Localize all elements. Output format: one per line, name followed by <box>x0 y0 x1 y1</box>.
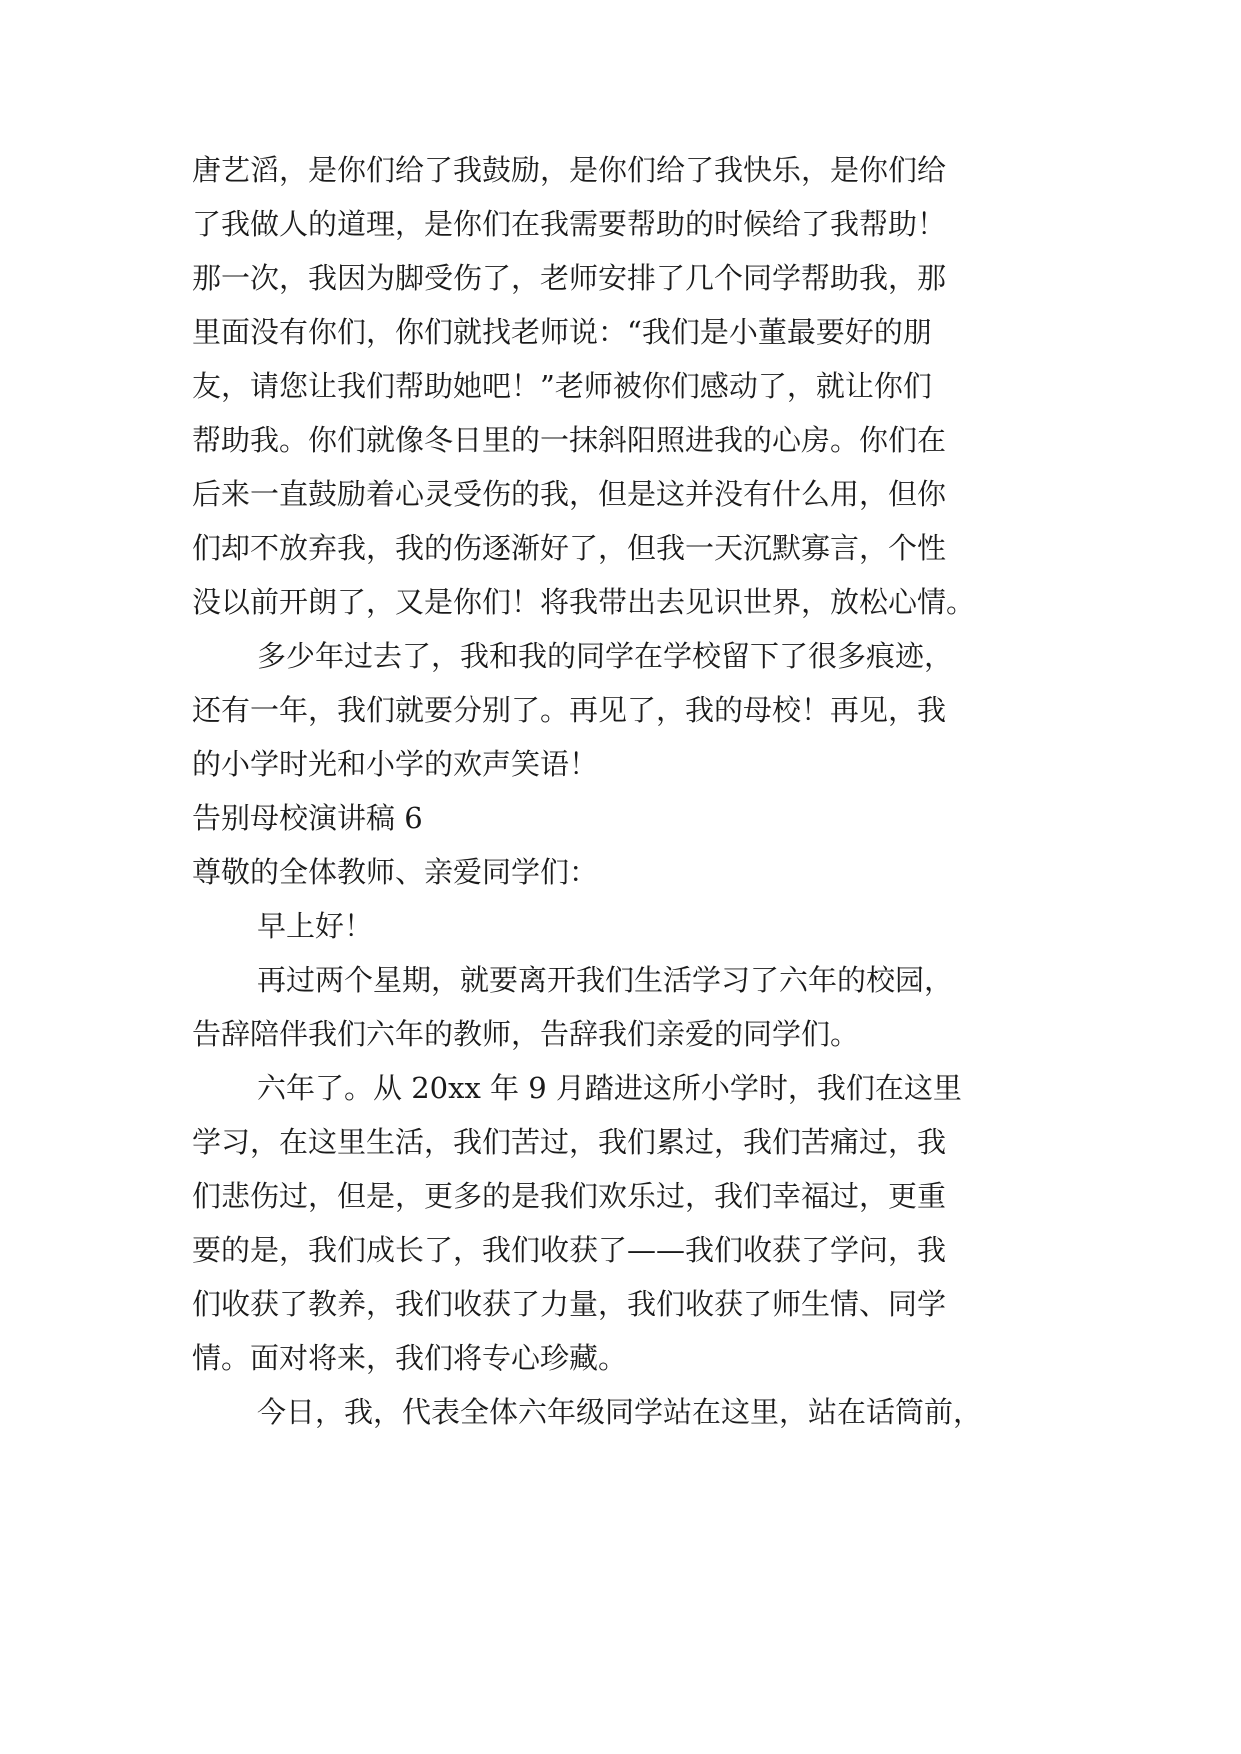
text-line: 告辞陪伴我们六年的教师，告辞我们亲爱的同学们。 <box>192 1017 860 1051</box>
text-line: 帮助我。你们就像冬日里的一抹斜阳照进我的心房。你们在 <box>192 423 947 457</box>
paragraph-start: 今日，我，代表全体六年级同学站在这里，站在话筒前， <box>257 1395 983 1429</box>
paragraph-start: 再过两个星期，就要离开我们生活学习了六年的校园， <box>257 963 954 997</box>
text-line: 没以前开朗了，又是你们！将我带出去见识世界，放松心情。 <box>192 585 976 619</box>
text-line: 还有一年，我们就要分别了。再见了，我的母校！再见，我 <box>192 693 947 727</box>
text-line: 们收获了教养，我们收获了力量，我们收获了师生情、同学 <box>192 1287 947 1321</box>
text-line: 情。面对将来，我们将专心珍藏。 <box>192 1341 628 1375</box>
text-line: 后来一直鼓励着心灵受伤的我，但是这并没有什么用，但你 <box>192 477 947 511</box>
text-line: 的小学时光和小学的欢声笑语！ <box>192 747 599 781</box>
text-line: 要的是，我们成长了，我们收获了——我们收获了学问，我 <box>192 1233 947 1267</box>
text-line: 友，请您让我们帮助她吧！”老师被你们感动了，就让你们 <box>192 369 932 403</box>
text-line: 们悲伤过，但是，更多的是我们欢乐过，我们幸福过，更重 <box>192 1179 947 1213</box>
paragraph-start: 六年了。从 20xx 年 9 月踏进这所小学时，我们在这里 <box>257 1071 962 1105</box>
text-line: 学习，在这里生活，我们苦过，我们累过，我们苦痛过，我 <box>192 1125 947 1159</box>
text-line: 唐艺滔，是你们给了我鼓励，是你们给了我快乐，是你们给 <box>192 153 947 187</box>
text-line: 了我做人的道理，是你们在我需要帮助的时候给了我帮助！ <box>192 207 947 241</box>
paragraph-start: 多少年过去了，我和我的同学在学校留下了很多痕迹， <box>257 639 954 673</box>
section-title: 告别母校演讲稿 6 <box>192 801 423 835</box>
salutation: 尊敬的全体教师、亲爱同学们： <box>192 855 599 889</box>
text-line: 们却不放弃我，我的伤逐渐好了，但我一天沉默寡言，个性 <box>192 531 947 565</box>
greeting: 早上好！ <box>257 909 374 943</box>
text-line: 里面没有你们，你们就找老师说：“我们是小董最要好的朋 <box>192 315 932 349</box>
text-line: 那一次，我因为脚受伤了，老师安排了几个同学帮助我，那 <box>192 261 947 295</box>
